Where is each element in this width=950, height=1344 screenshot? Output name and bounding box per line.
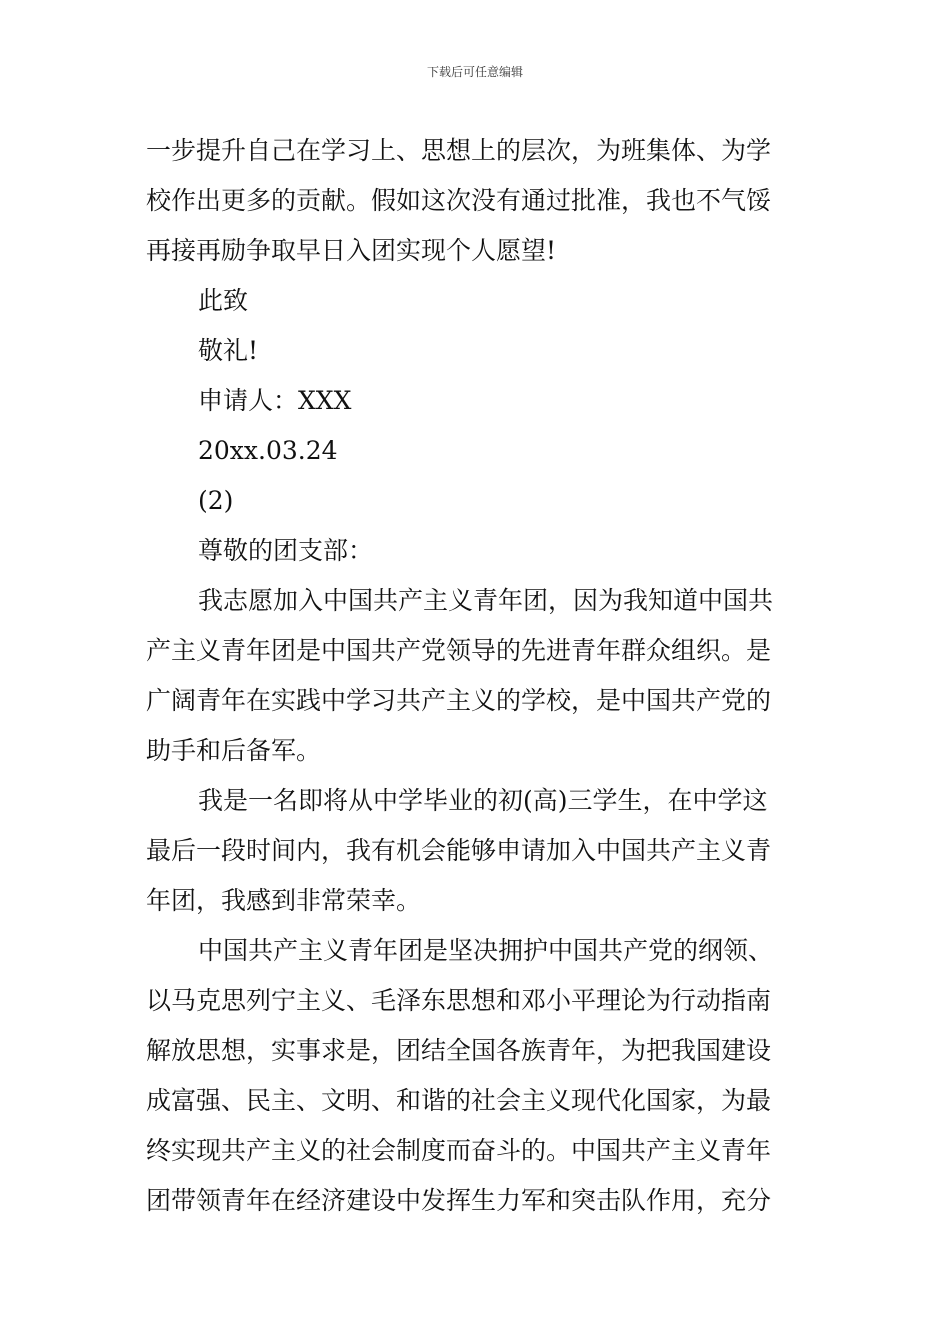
closing-line: 敬礼! — [198, 336, 259, 365]
text-line: 一步提升自己在学习上、思想上的层次，为班集体、为学 — [146, 136, 772, 165]
paragraph-line: 我志愿加入中国共产主义青年团，因为我知道中国共 — [198, 586, 774, 615]
paragraph-line: 我是一名即将从中学毕业的初(高)三学生，在中学这 — [198, 786, 768, 815]
page-header: 下载后可任意编辑 — [426, 65, 523, 79]
paragraph-line: 以马克思列宁主义、毛泽东思想和邓小平理论为行动指南 — [146, 986, 772, 1015]
section-number: (2) — [198, 486, 234, 515]
paragraph-line: 助手和后备军。 — [146, 736, 322, 765]
date-line: 20xx.03.24 — [198, 436, 338, 465]
paragraph-line: 年团，我感到非常荣幸。 — [146, 886, 422, 915]
paragraph-line: 产主义青年团是中国共产党领导的先进青年群众组织。是 — [146, 636, 772, 665]
paragraph-line: 解放思想，实事求是，团结全国各族青年，为把我国建设 — [146, 1036, 772, 1065]
text-line: 再接再励争取早日入团实现个人愿望! — [146, 236, 557, 265]
greeting-line: 尊敬的团支部： — [198, 536, 374, 565]
document-body — [146, 126, 806, 1226]
paragraph-line: 团带领青年在经济建设中发挥生力军和突击队作用，充分 — [146, 1186, 772, 1215]
paragraph-line: 最后一段时间内，我有机会能够申请加入中国共产主义青 — [146, 836, 772, 865]
salutation-line: 此致 — [198, 286, 249, 315]
text-line: 校作出更多的贡献。假如这次没有通过批准，我也不气馁 — [146, 186, 772, 215]
applicant-line: 申请人：XXX — [198, 386, 352, 415]
paragraph-line: 广阔青年在实践中学习共产主义的学校，是中国共产党的 — [146, 686, 772, 715]
paragraph-line: 中国共产主义青年团是坚决拥护中国共产党的纲领、 — [198, 936, 774, 965]
paragraph-line: 成富强、民主、文明、和谐的社会主义现代化国家，为最 — [146, 1086, 772, 1115]
paragraph-line: 终实现共产主义的社会制度而奋斗的。中国共产主义青年 — [146, 1136, 772, 1165]
